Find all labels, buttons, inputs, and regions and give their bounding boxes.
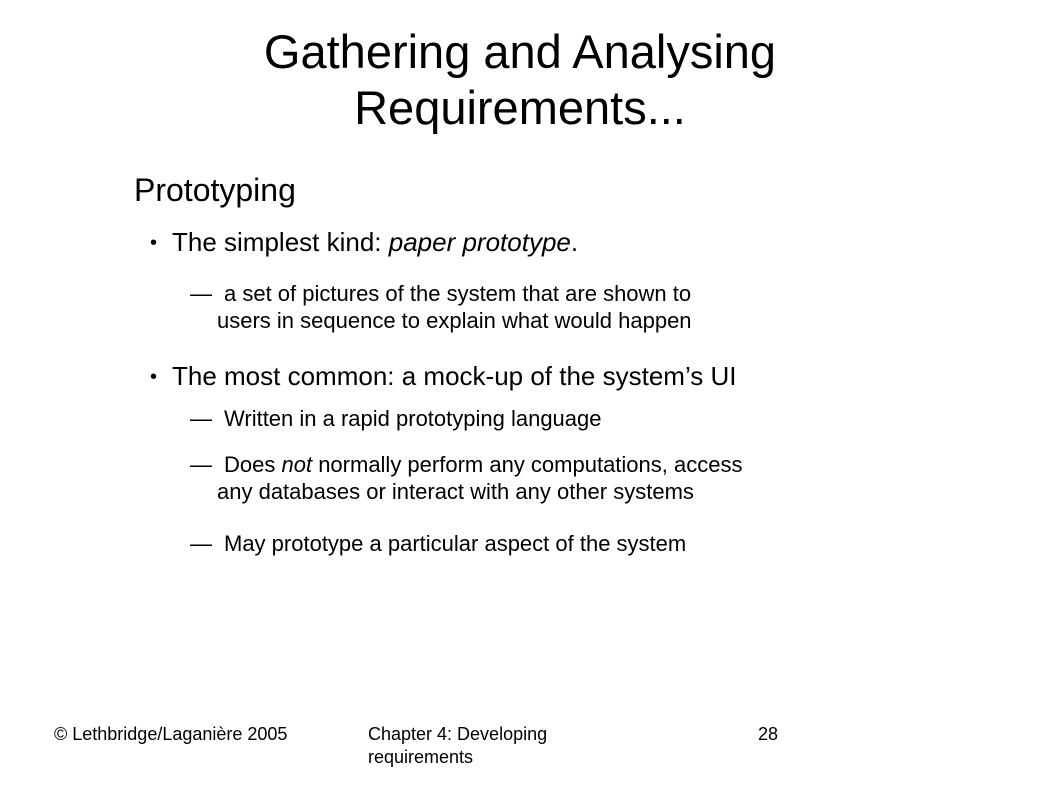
sub-item-line-2: users in sequence to explain what would happen: [217, 308, 692, 333]
sub-item-no-computation: [190, 451, 742, 505]
bullet-text-pre: The simplest kind:: [172, 227, 389, 257]
sub-item-text: Written in a rapid prototyping language: [224, 406, 602, 431]
slide-title-line-1: Gathering and Analysing: [263, 25, 777, 78]
sub-item-line-2: any databases or interact with any other systems: [217, 479, 694, 504]
footer-page-number: 28: [758, 724, 779, 744]
slide-title: [0, 24, 1040, 136]
sub-item-rapid-language: [190, 405, 602, 432]
bullet-icon: •: [150, 232, 158, 254]
dash-icon: —: [190, 531, 212, 556]
bullet-text-emphasis: paper prototype: [388, 227, 571, 257]
dash-icon: —: [190, 281, 212, 306]
bullet-text-post: .: [570, 227, 579, 257]
slide-title-line-2: Requirements...: [354, 81, 686, 134]
sub-item-text-emphasis: not: [281, 452, 313, 477]
footer-copyright: © Lethbridge/Laganière 2005: [54, 724, 288, 744]
sub-item-paper-prototype-description: [190, 280, 692, 334]
dash-icon: —: [190, 452, 212, 477]
sub-item-text: May prototype a particular aspect of the system: [224, 531, 687, 556]
bullet-paper-prototype: [150, 226, 578, 259]
bullet-icon: •: [150, 366, 158, 388]
sub-item-text-post: normally perform any computations, access: [312, 452, 743, 477]
section-heading: Prototyping: [134, 172, 296, 208]
dash-icon: —: [190, 406, 212, 431]
footer-chapter: Chapter 4: Developing requirements: [368, 724, 548, 767]
bullet-text: The most common: a mock-up of the system’s UI: [172, 361, 737, 391]
sub-item-line-1: a set of pictures of the system that are shown to: [224, 281, 692, 306]
sub-item-particular-aspect: [190, 530, 686, 557]
bullet-mock-up: [150, 360, 736, 393]
sub-item-text-pre: Does: [224, 452, 282, 477]
